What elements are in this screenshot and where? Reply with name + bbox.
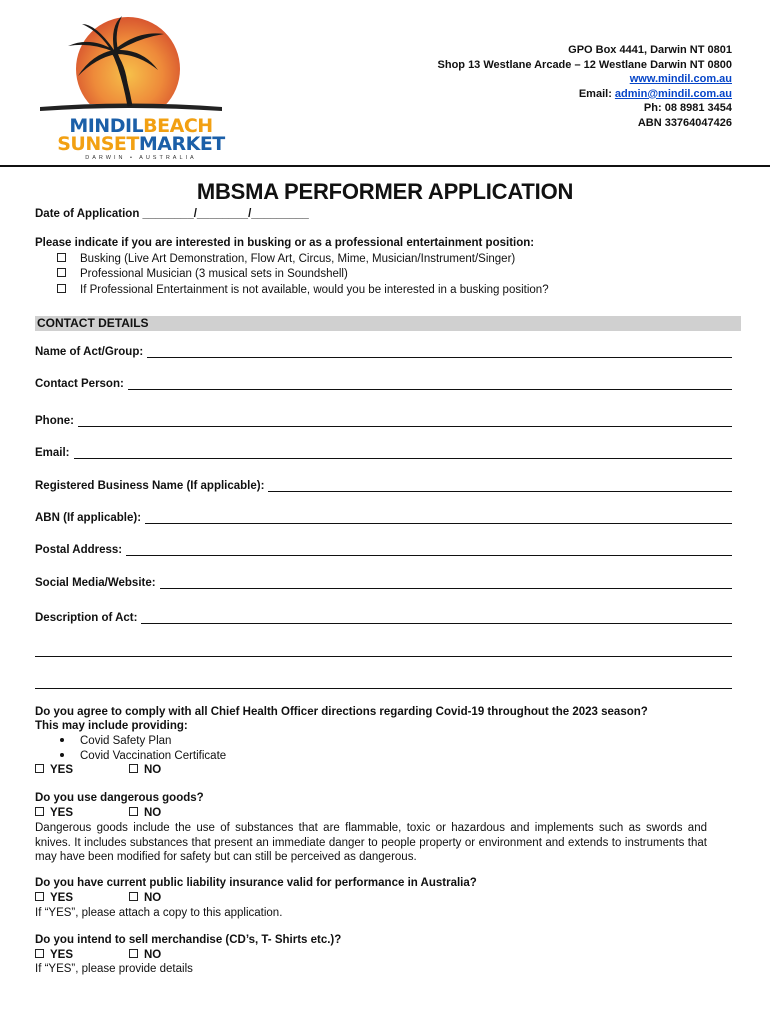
address-line-1: GPO Box 4441, Darwin NT 0801 xyxy=(568,44,732,56)
contact-details-heading: CONTACT DETAILS xyxy=(35,316,741,331)
insurance-yes-option[interactable]: YES xyxy=(35,892,73,904)
insurance-note: If “YES”, please attach a copy to this application. xyxy=(35,907,283,919)
postal-address-field[interactable]: Postal Address: xyxy=(35,544,732,556)
option-busking-fallback[interactable]: If Professional Entertainment is not available, would you be interested in a busking position? xyxy=(57,284,549,296)
address-line-2: Shop 13 Westlane Arcade – 12 Westlane Darwin NT 0800 xyxy=(437,58,732,71)
dangerous-yes-option[interactable]: YES xyxy=(35,807,73,819)
covid-yes-no xyxy=(35,764,162,776)
dangerous-no-option[interactable]: NO xyxy=(129,807,161,819)
insurance-question: Do you have current public liability insurance valid for performance in Australia? xyxy=(35,877,477,889)
option-busking[interactable]: Busking (Live Art Demonstration, Flow Art, Circus, Mime, Musician/Instrument/Singer) xyxy=(57,253,515,265)
abn-field[interactable]: ABN (If applicable): xyxy=(35,512,732,524)
market-logo xyxy=(30,14,230,166)
option-professional-musician[interactable]: Professional Musician (3 musical sets in Soundshell) xyxy=(57,268,348,280)
checkbox[interactable] xyxy=(35,949,44,958)
logo-subtitle: DARWIN • AUSTRALIA xyxy=(85,155,197,161)
merchandise-yes-no xyxy=(35,949,162,961)
phone-field[interactable]: Phone: xyxy=(35,415,732,427)
list-item: Covid Safety Plan xyxy=(60,735,171,747)
insurance-yes-no xyxy=(35,892,162,904)
logo-wordmark-top: MINDILBEACH xyxy=(69,115,213,137)
phone-line: Ph: 08 8981 3454 xyxy=(643,102,732,115)
email-line: Email: admin@mindil.com.au xyxy=(578,87,732,100)
checkbox[interactable] xyxy=(35,764,44,773)
social-media-field[interactable]: Social Media/Website: xyxy=(35,577,732,589)
email-field[interactable]: Email: xyxy=(35,447,732,459)
abn-line: ABN 33764047426 xyxy=(637,116,732,129)
covid-subtext: This may include providing: xyxy=(35,720,188,732)
merchandise-no-option[interactable]: NO xyxy=(129,949,161,961)
list-item: Covid Vaccination Certificate xyxy=(60,750,226,762)
interest-question: Please indicate if you are interested in busking or as a professional entertainment position: xyxy=(35,237,535,249)
checkbox[interactable] xyxy=(129,807,138,816)
website-link[interactable]: www.mindil.com.au xyxy=(629,73,732,86)
description-line-3[interactable] xyxy=(35,688,732,689)
email-link[interactable]: admin@mindil.com.au xyxy=(614,87,732,100)
checkbox[interactable] xyxy=(129,764,138,773)
header-divider xyxy=(0,165,770,167)
insurance-no-option[interactable]: NO xyxy=(129,892,161,904)
description-line-2[interactable] xyxy=(35,656,732,657)
covid-question: Do you agree to comply with all Chief Health Officer directions regarding Covid-19 throughout the 2023 season? xyxy=(35,706,648,718)
act-name-field[interactable]: Name of Act/Group: xyxy=(35,346,732,358)
covid-yes-option[interactable]: YES xyxy=(35,764,73,776)
checkbox[interactable] xyxy=(35,807,44,816)
sunset-palm-logo-image xyxy=(30,14,230,124)
page-title: MBSMA PERFORMER APPLICATION xyxy=(196,179,574,204)
date-of-application[interactable]: Date of Application ________/________/_________ xyxy=(35,208,309,220)
checkbox[interactable] xyxy=(129,949,138,958)
dangerous-goods-note: Dangerous goods include the use of substances that are flammable, toxic or hazardous and implements such as swords and knives. It includes substances that present an immediate danger to people property or environment and extends to instruments that may have been modified for safety but can still be perceived as dangerous. xyxy=(35,822,707,863)
dangerous-yes-no xyxy=(35,807,162,819)
contact-person-field[interactable]: Contact Person: xyxy=(35,378,732,390)
checkbox[interactable] xyxy=(57,284,66,293)
description-field[interactable]: Description of Act: xyxy=(35,612,732,624)
checkbox[interactable] xyxy=(57,253,66,262)
checkbox[interactable] xyxy=(35,892,44,901)
merchandise-note: If “YES”, please provide details xyxy=(35,963,193,975)
merchandise-question: Do you intend to sell merchandise (CD’s, T- Shirts etc.)? xyxy=(35,934,342,946)
dangerous-goods-question: Do you use dangerous goods? xyxy=(35,792,204,804)
merchandise-yes-option[interactable]: YES xyxy=(35,949,73,961)
covid-no-option[interactable]: NO xyxy=(129,764,161,776)
logo-wordmark-bottom: SUNSETMARKET xyxy=(57,133,225,155)
address-block xyxy=(438,43,732,131)
checkbox[interactable] xyxy=(57,268,66,277)
business-name-field[interactable]: Registered Business Name (If applicable): xyxy=(35,480,732,492)
checkbox[interactable] xyxy=(129,892,138,901)
